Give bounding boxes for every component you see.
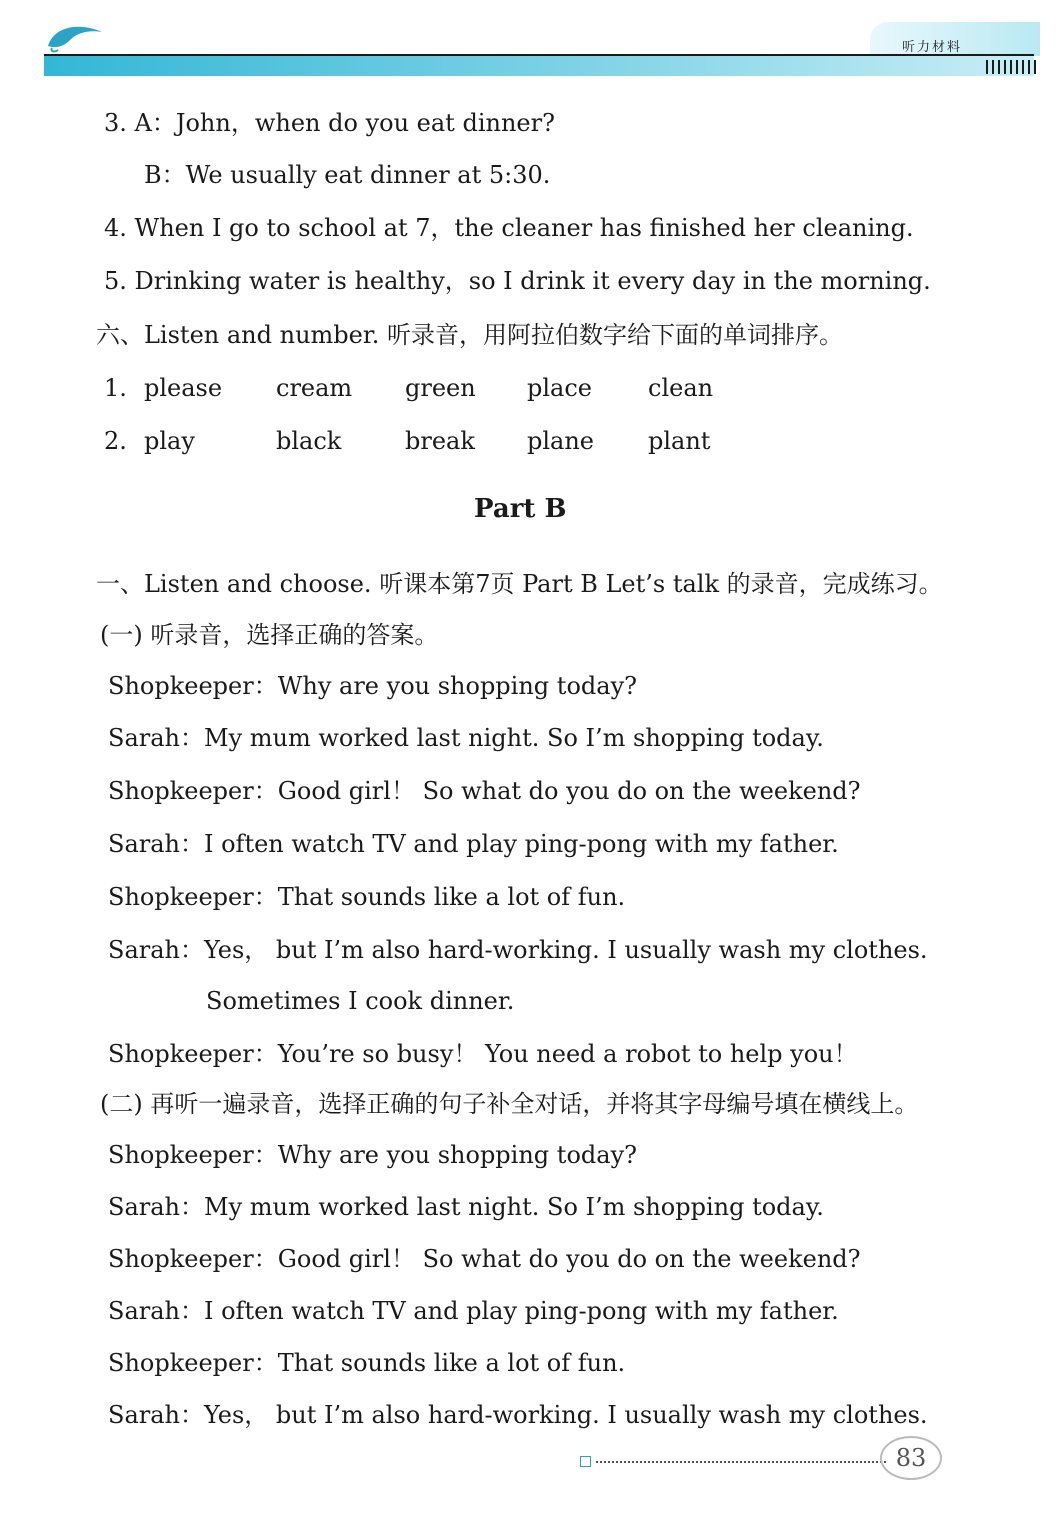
word-item: clean	[648, 374, 714, 402]
word-item: cream	[276, 374, 353, 402]
speaker: Sarah：	[108, 724, 204, 752]
header-bar	[44, 56, 1034, 76]
speaker: Shopkeeper：	[108, 883, 278, 911]
word-item: black	[276, 427, 342, 455]
word-item: play	[144, 427, 195, 455]
dialogue-line	[108, 1348, 625, 1378]
dialogue-line	[108, 935, 928, 965]
utterance: Yes， but I’m also hard-working. I usually wash my clothes.	[204, 936, 928, 964]
section-6-heading: 六、Listen and number. 听录音，用阿拉伯数字给下面的单词排序。	[96, 321, 843, 349]
utterance: Good girl！ So what do you do on the weekend?	[277, 777, 861, 805]
speaker: Shopkeeper：	[108, 1349, 278, 1377]
utterance: My mum worked last night. So I’m shopping today.	[204, 1193, 824, 1221]
speaker: Sarah：	[108, 936, 204, 964]
footer-dotted-line	[596, 1461, 886, 1463]
subsection-2-heading: (二) 再听一遍录音，选择正确的句子补全对话，并将其字母编号填在横线上。	[100, 1090, 919, 1118]
speaker: Sarah：	[108, 1297, 204, 1325]
word-item: plant	[648, 427, 711, 455]
utterance: That sounds like a lot of fun.	[277, 883, 626, 911]
dialogue-line	[108, 1192, 824, 1222]
dialogue-line	[108, 671, 637, 701]
dialogue-line	[108, 1400, 928, 1430]
utterance: I often watch TV and play ping-pong with my father.	[204, 830, 839, 858]
dialogue-line	[108, 1140, 637, 1170]
dialogue-line	[108, 829, 839, 859]
utterance: You’re so busy！ You need a robot to help you！	[277, 1040, 858, 1068]
dialogue-line	[108, 723, 824, 753]
dolphin-logo-icon	[44, 18, 104, 54]
part-b-heading: Part B	[474, 494, 567, 524]
dialogue-line	[108, 1296, 839, 1326]
utterance: Why are you shopping today?	[277, 672, 637, 700]
speaker: Shopkeeper：	[108, 672, 278, 700]
header-ticks	[986, 60, 1040, 74]
header-label: 听力材料	[902, 40, 963, 55]
dialogue-line	[108, 1244, 861, 1274]
speaker: Shopkeeper：	[108, 1245, 278, 1273]
dialogue-line	[108, 776, 861, 806]
utterance: That sounds like a lot of fun.	[277, 1349, 626, 1377]
speaker: Shopkeeper：	[108, 777, 278, 805]
word-item: green	[405, 374, 476, 402]
word-item: break	[405, 427, 475, 455]
word-item: place	[527, 374, 592, 402]
dialogue-continuation: Sometimes I cook dinner.	[206, 987, 515, 1015]
utterance: Yes， but I’m also hard-working. I usually wash my clothes.	[204, 1401, 928, 1429]
speaker: Sarah：	[108, 1401, 204, 1429]
word-item: plane	[527, 427, 595, 455]
question-4: 4. When I go to school at 7，the cleaner has finished her cleaning.	[104, 214, 914, 242]
speaker: Sarah：	[108, 830, 204, 858]
question-5: 5. Drinking water is healthy，so I drink it every day in the morning.	[104, 267, 931, 295]
speaker: Shopkeeper：	[108, 1141, 278, 1169]
footer-square-icon	[580, 1456, 591, 1467]
utterance: Good girl！ So what do you do on the weekend?	[277, 1245, 861, 1273]
dialogue-line	[108, 882, 625, 912]
utterance: I often watch TV and play ping-pong with my father.	[204, 1297, 839, 1325]
question-3-a: 3. A：John，when do you eat dinner?	[104, 109, 555, 137]
speaker: Shopkeeper：	[108, 1040, 278, 1068]
word-row-number: 2.	[104, 427, 127, 455]
word-row-number: 1.	[104, 374, 127, 402]
speaker: Sarah：	[108, 1193, 204, 1221]
dialogue-line	[108, 1039, 858, 1069]
word-item: please	[144, 374, 223, 402]
utterance: My mum worked last night. So I’m shopping today.	[204, 724, 824, 752]
utterance: Why are you shopping today?	[277, 1141, 637, 1169]
page-number: 83	[880, 1436, 942, 1480]
question-3-b: B：We usually eat dinner at 5:30.	[144, 161, 551, 189]
subsection-1-heading: (一) 听录音，选择正确的答案。	[100, 621, 439, 649]
section-1-heading: 一、Listen and choose. 听课本第7页 Part B Let’s talk 的录音，完成练习。	[96, 570, 943, 598]
